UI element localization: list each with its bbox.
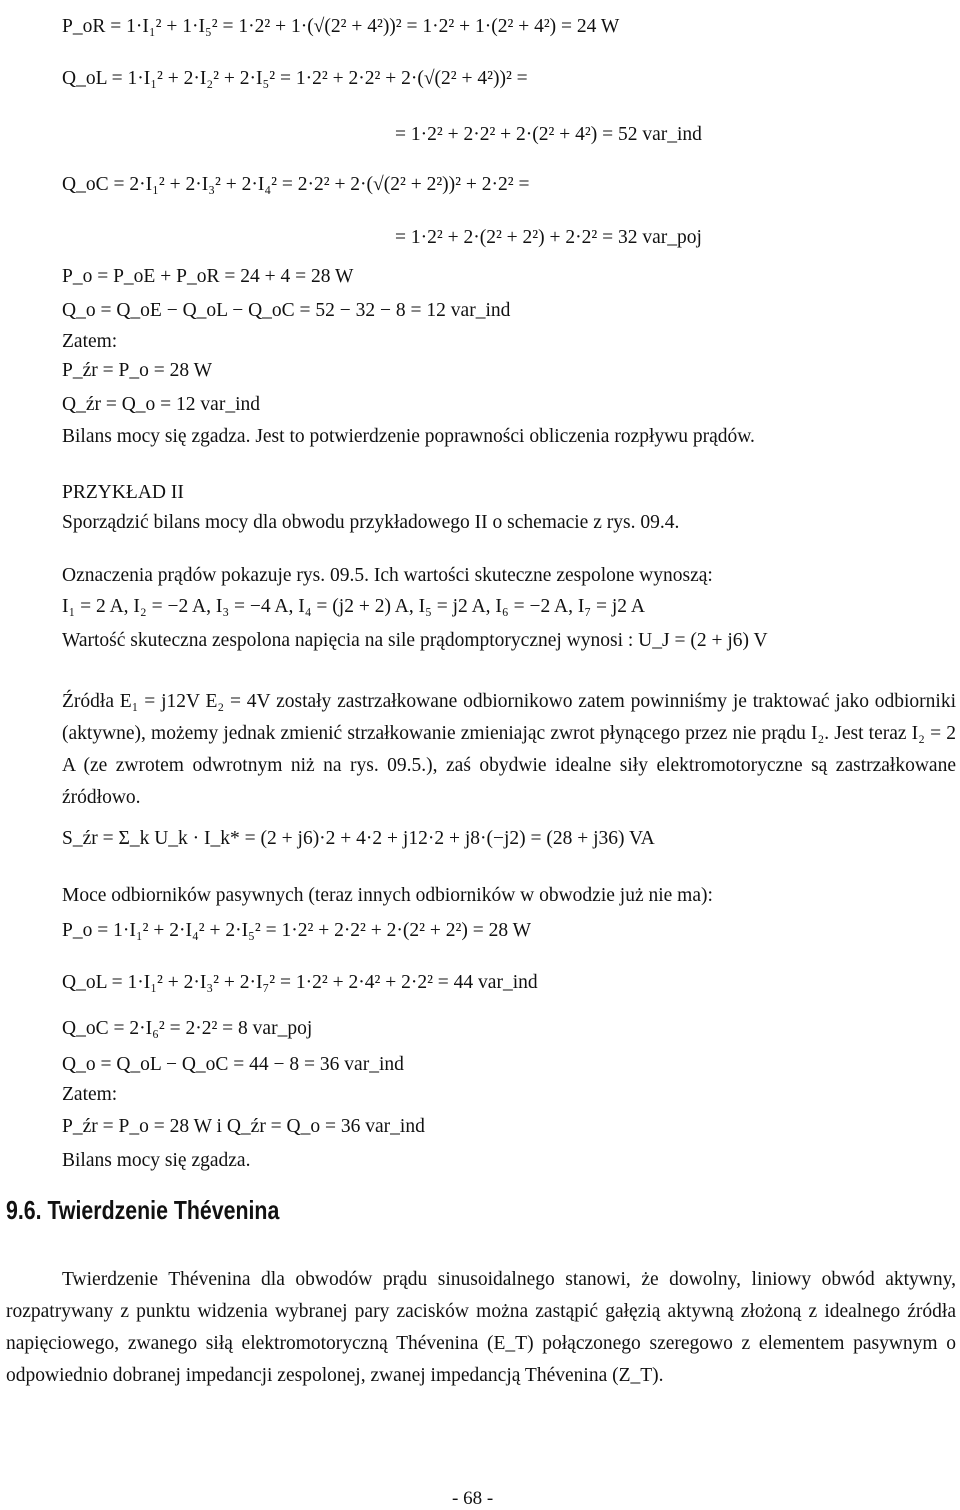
eq-currents: I₁ = 2 A, I₂ = −2 A, I₃ = −4 A, I₄ = (j2 + 2) A, I₅ = j2 A, I₆ = −2 A, I₇ = j2 A bbox=[62, 596, 645, 617]
eq-result: P_źr = P_o = 28 W i Q_źr = Q_o = 36 var_ind bbox=[62, 1116, 425, 1137]
bilans-text-2: Bilans mocy się zgadza. bbox=[62, 1150, 251, 1171]
eq-q-oc-b: = 1·2² + 2·(2² + 2²) + 2·2² = 32 var_poj bbox=[395, 227, 702, 248]
example-task: Sporządzić bilans mocy dla obwodu przykładowego II o schemacie z rys. 09.4. bbox=[62, 512, 680, 533]
eq-q-o-2: Q_o = Q_oL − Q_oC = 44 − 8 = 36 var_ind bbox=[62, 1054, 404, 1075]
eq-q-oc-a: Q_oC = 2·I₁² + 2·I₃² + 2·I₄² = 2·2² + 2·(√(2² + 2²))² + 2·2² = bbox=[62, 174, 530, 195]
example-title: PRZYKŁAD II bbox=[62, 482, 184, 503]
eq-q-ol-b: = 1·2² + 2·2² + 2·(2² + 4²) = 52 var_ind bbox=[395, 124, 702, 145]
section-heading: 9.6. Twierdzenie Thévenina bbox=[6, 1195, 280, 1225]
eq-q-zr: Q_źr = Q_o = 12 var_ind bbox=[62, 394, 260, 415]
eq-p-o-2: P_o = 1·I₁² + 2·I₄² + 2·I₅² = 1·2² + 2·2² + 2·(2² + 2²) = 28 W bbox=[62, 920, 531, 941]
loads-intro: Moce odbiorników pasywnych (teraz innych odbiorników w obwodzie już nie ma): bbox=[62, 885, 713, 906]
eq-p-zr: P_źr = P_o = 28 W bbox=[62, 360, 213, 381]
zatem-label: Zatem: bbox=[62, 331, 118, 352]
section-body: Twierdzenie Thévenina dla obwodów prądu sinusoidalnego stanowi, że dowolny, liniowy obwód aktywny, rozpatrywany z punktu widzenia wybranej pary zacisków można zastąpić gałęzią aktywną złożoną z idealnego źródła napięciowego, zwanego siłą elektromotoryczną Thévenina (E_T) połączonego szeregowo z elementem pasywnym o odpowiednio dobranej impedancji zespolonej, zwanej impedancją Thévenina (Z_T). bbox=[6, 1269, 956, 1386]
page-number: - 68 - bbox=[452, 1488, 494, 1509]
eq-p-or: P_oR = 1·I₁² + 1·I₅² = 1·2² + 1·(√(2² + 4²))² = 1·2² + 1·(2² + 4²) = 24 W bbox=[62, 16, 620, 37]
eq-q-ol-2: Q_oL = 1·I₁² + 2·I₃² + 2·I₇² = 1·2² + 2·4² + 2·2² = 44 var_ind bbox=[62, 972, 538, 993]
currents-intro: Oznaczenia prądów pokazuje rys. 09.5. Ich wartości skuteczne zespolone wynoszą: bbox=[62, 565, 713, 586]
eq-p-o: P_o = P_oE + P_oR = 24 + 4 = 28 W bbox=[62, 266, 354, 287]
sources-paragraph: Źródła E₁ = j12V E₂ = 4V zostały zastrzałkowane odbiornikowo zatem powinniśmy je traktować jako odbiorniki (aktywne), możemy jednak zmienić strzałkowanie zmieniając zwrot płynącego przez nie prądu I₂. Jest teraz I₂ = 2 A (ze zwrotem odwrotnym niż na rys. 09.5.), zaś obydwie idealne siły elektromotoryczne są zastrzałkowane źródłowo. bbox=[62, 691, 956, 808]
eq-q-o: Q_o = Q_oE − Q_oL − Q_oC = 52 − 32 − 8 = 12 var_ind bbox=[62, 300, 511, 321]
bilans-text: Bilans mocy się zgadza. Jest to potwierdzenie poprawności obliczenia rozpływu prądów. bbox=[62, 426, 755, 447]
eq-s-zr: S_źr = Σ_k U_k · I_k* = (2 + j6)·2 + 4·2 + j12·2 + j8·(−j2) = (28 + j36) VA bbox=[62, 828, 655, 849]
eq-q-oc-2: Q_oC = 2·I₆² = 2·2² = 8 var_poj bbox=[62, 1018, 313, 1039]
zatem-label-2: Zatem: bbox=[62, 1084, 118, 1105]
eq-q-ol-a: Q_oL = 1·I₁² + 2·I₂² + 2·I₅² = 1·2² + 2·2² + 2·(√(2² + 4²))² = bbox=[62, 68, 528, 89]
voltage-text: Wartość skuteczna zespolona napięcia na sile prądomptorycznej wynosi : U_J = (2 + j6) V bbox=[62, 630, 768, 651]
